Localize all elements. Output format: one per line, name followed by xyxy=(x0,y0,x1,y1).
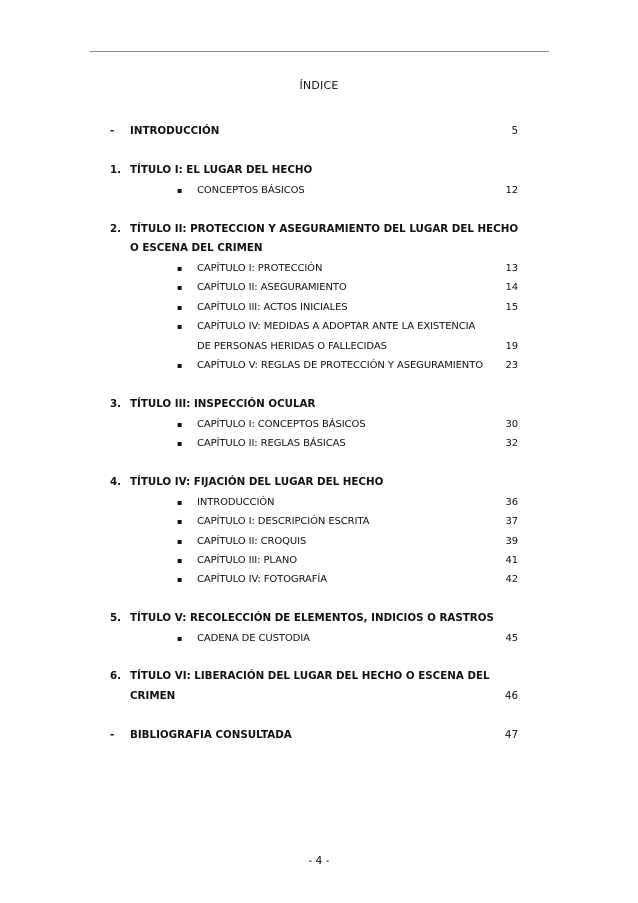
square-bullet-icon: ▪ xyxy=(177,439,183,448)
toc-subentry-label: CAPÍTULO II: REGLAS BÁSICAS xyxy=(197,438,346,449)
toc-heading-continued: O ESCENA DEL CRIMEN xyxy=(130,242,263,254)
square-bullet-icon: ▪ xyxy=(177,498,183,507)
toc-heading: TÍTULO III: INSPECCIÓN OCULAR xyxy=(130,398,316,410)
toc-subentry-label: CAPÍTULO I: PROTECCIÓN xyxy=(197,263,323,274)
toc-marker: 1. xyxy=(110,164,122,176)
toc-page-number: 5 xyxy=(511,125,518,137)
toc-heading: INTRODUCCIÓN xyxy=(130,125,220,137)
toc-page-number: 30 xyxy=(505,419,518,430)
toc-marker: 2. xyxy=(110,223,122,235)
toc-page-number: 32 xyxy=(505,438,518,449)
toc-subentry-label-continued: DE PERSONAS HERIDAS O FALLECIDAS xyxy=(197,341,387,352)
toc-page-number: 12 xyxy=(505,185,518,196)
square-bullet-icon: ▪ xyxy=(177,537,183,546)
toc-page-number: 39 xyxy=(505,536,518,547)
toc-subentry-label: CAPÍTULO I: DESCRIPCIÓN ESCRITA xyxy=(197,516,370,527)
square-bullet-icon: ▪ xyxy=(177,361,183,370)
footer-page-number: - 4 - xyxy=(308,855,330,867)
toc-page-number: 47 xyxy=(504,729,518,741)
toc-page-number: 45 xyxy=(505,633,518,644)
square-bullet-icon: ▪ xyxy=(177,264,183,273)
square-bullet-icon: ▪ xyxy=(177,303,183,312)
toc-page-number: 36 xyxy=(505,497,518,508)
toc-page-number: 42 xyxy=(505,574,518,585)
square-bullet-icon: ▪ xyxy=(177,420,183,429)
toc-subentry-label: CAPÍTULO IV: MEDIDAS A ADOPTAR ANTE LA EXISTENCIA xyxy=(197,321,476,332)
toc-heading-continued: CRIMEN xyxy=(130,690,176,702)
square-bullet-icon: ▪ xyxy=(177,575,183,584)
toc-subentry-label: CAPÍTULO V: REGLAS DE PROTECCIÓN Y ASEGURAMIENTO xyxy=(197,360,483,371)
toc-subentry-label: CONCEPTOS BÁSICOS xyxy=(197,185,305,196)
toc-page-number: 37 xyxy=(505,516,518,527)
toc-heading: TÍTULO IV: FIJACIÓN DEL LUGAR DEL HECHO xyxy=(130,476,384,488)
toc-heading: TÍTULO I: EL LUGAR DEL HECHO xyxy=(130,164,313,176)
toc-page-number: 15 xyxy=(505,302,518,313)
toc-page-number: 23 xyxy=(505,360,518,371)
toc-page-number: 14 xyxy=(505,282,518,293)
toc-marker: - xyxy=(110,125,115,137)
square-bullet-icon: ▪ xyxy=(177,322,183,331)
toc-marker: - xyxy=(110,729,115,741)
square-bullet-icon: ▪ xyxy=(177,634,183,643)
toc-marker: 5. xyxy=(110,612,122,624)
toc-subentry-label: CAPÍTULO III: ACTOS INICIALES xyxy=(197,302,348,313)
square-bullet-icon: ▪ xyxy=(177,556,183,565)
square-bullet-icon: ▪ xyxy=(177,517,183,526)
toc-marker: 6. xyxy=(110,670,122,682)
toc-subentry-label: CAPÍTULO III: PLANO xyxy=(197,555,298,566)
toc-heading: BIBLIOGRAFIA CONSULTADA xyxy=(130,729,292,741)
toc-subentry-label: CAPÍTULO IV: FOTOGRAFÍA xyxy=(197,574,327,585)
square-bullet-icon: ▪ xyxy=(177,186,183,195)
toc-marker: 3. xyxy=(110,398,122,410)
toc-page-number: 46 xyxy=(504,690,518,702)
toc-heading: TÍTULO II: PROTECCION Y ASEGURAMIENTO DEL LUGAR DEL HECHO xyxy=(130,223,519,235)
header-rule xyxy=(90,51,549,52)
toc-marker: 4. xyxy=(110,476,122,488)
toc-page-number: 19 xyxy=(505,341,518,352)
toc-page-number: 41 xyxy=(505,555,518,566)
toc-subentry-label: CADENA DE CUSTODIA xyxy=(197,633,310,644)
square-bullet-icon: ▪ xyxy=(177,283,183,292)
toc-subentry-label: CAPÍTULO II: ASEGURAMIENTO xyxy=(197,282,347,293)
toc-subentry-label: CAPÍTULO II: CROQUIS xyxy=(197,536,307,547)
toc-subentry-label: INTRODUCCIÓN xyxy=(197,497,275,508)
toc-subentry-label: CAPÍTULO I: CONCEPTOS BÁSICOS xyxy=(197,419,366,430)
toc-heading: TÍTULO V: RECOLECCIÓN DE ELEMENTOS, INDICIOS O RASTROS xyxy=(130,612,494,624)
toc-page-number: 13 xyxy=(505,263,518,274)
index-title: ÍNDICE xyxy=(299,79,339,92)
toc-heading: TÍTULO VI: LIBERACIÓN DEL LUGAR DEL HECHO O ESCENA DEL xyxy=(130,670,490,682)
